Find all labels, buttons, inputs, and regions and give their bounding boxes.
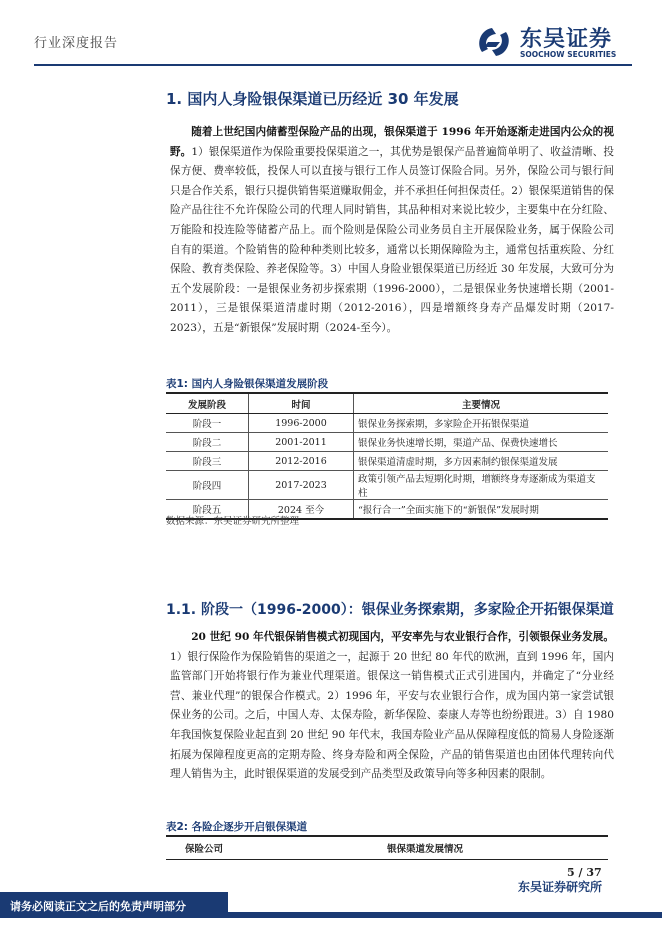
table-cell: “报行合一”全面实施下的“新银保”发展时期 [354, 500, 609, 520]
table-row [166, 471, 608, 500]
table-cell: 阶段一 [166, 414, 249, 433]
footer-divider [228, 912, 662, 918]
brand-logo-en: SOOCHOW SECURITIES [520, 50, 617, 59]
footer-disclaimer: 请务必阅读正文之后的免责声明部分 [10, 900, 186, 913]
header-divider [34, 64, 632, 66]
table-cell: 2017-2023 [249, 471, 354, 500]
table-header-row [166, 393, 608, 414]
table-cell: 2012-2016 [249, 452, 354, 471]
section-1-paragraph [170, 123, 614, 339]
report-type-label: 行业深度报告 [34, 36, 119, 51]
table-row [166, 433, 608, 452]
insurers-table [166, 835, 608, 860]
table-row [166, 414, 608, 433]
table-header-row [166, 836, 608, 860]
table-1-source: 数据来源：东吴证券研究所整理 [166, 516, 300, 527]
table-cell: 2024 至今 [249, 500, 354, 520]
brand-logo-icon [474, 22, 514, 62]
section-1-lead: 随着上世纪国内储蓄型保险产品的出现，银保渠道于 1996 年开始逐渐走进国内公众的视野。 [170, 126, 614, 158]
page-number: 5 / 37 [567, 866, 602, 879]
table-2-caption: 表2: 各险企逐步开启银保渠道 [166, 821, 308, 833]
table-cell: 银保业务探索期，多家险企开拓银保渠道 [354, 414, 609, 433]
table-cell: 银保渠道清虚时期，多方因素制约银保渠道发展 [354, 452, 609, 471]
table-cell: 阶段四 [166, 471, 249, 500]
table-row [166, 452, 608, 471]
table-header-cell: 发展阶段 [166, 393, 249, 414]
table-header-cell: 银保渠道发展情况 [242, 836, 608, 860]
table-cell: 政策引领产品去短期化时期，增额终身寿逐渐成为渠道支柱 [354, 471, 609, 500]
stages-table [166, 392, 608, 520]
table-header-cell: 主要情况 [354, 393, 609, 414]
table-header-cell: 时间 [249, 393, 354, 414]
table-cell: 阶段二 [166, 433, 249, 452]
section-1-1-body: 1）银行保险作为保险销售的渠道之一，起源于 20 世纪 80 年代的欧洲，直到 1996 年，国内监管部门开始将银行作为兼业代理渠道。银保这一销售模式正式引进国内，并确定了“分业经营、兼业代理”的银保合作模式。2）1996 年，平安与农业银行合作，成为国内第一家尝试银保业务的公司。之后，中国人寿、太保寿险，新华保险、泰康人寿等也纷纷跟进。3）自 1980 年我国恢复保险业起直到 20 世纪 90 年代末，我国寿险业产品从保障程度低的简易人身险逐渐拓展为保障程度更高的定期寿险、终身寿险和两全保险，产品的销售渠道也由团体代理转向代理人销售为主，此时银保渠道的发展受到产品类型及政策导向等多种因素的限制。 [170, 650, 614, 781]
section-1-1-paragraph [170, 628, 614, 785]
table-cell: 银保业务快速增长期，渠道产品、保费快速增长 [354, 433, 609, 452]
table-header-cell: 保险公司 [166, 836, 242, 860]
brand-logo [474, 22, 634, 62]
table-cell: 2001-2011 [249, 433, 354, 452]
section-1-body: 1）银保渠道作为保险重要投保渠道之一，其优势是银保产品普遍简单明了、收益清晰、投保方便、费率较低，投保人可以直接与银行工作人员签订保险合同。另外，保险公司与银行间只是合作关系，银行只提供销售渠道赚取佣金，并不承担任何担保责任。2）银保渠道销售的保险产品往往不允许保险公司的代理人同时销售，其品种相对来说比较少，主要集中在分红险、万能险和投连险等储蓄产品上。而个险则是保险公司业务员自主开展保险业务，属于保险公司自有的渠道。个险销售的险种种类则比较多，通常以长期保障险为主，通常包括重疾险、分红保险、教育类保险、养老保险等。3）中国人身险业银保渠道已历经近 30 年发展，大致可分为五个发展阶段：一是银保业务初步探索期（1996-2000），二是银保业务快速增长期（2001-2011），三是银保渠道清虚时期（2012-2016），四是增额终身寿产品爆发时期（2017-2023），五是“新银保”发展时期（2024-至今）。 [170, 145, 615, 334]
table-cell: 阶段三 [166, 452, 249, 471]
footer-org: 东吴证券研究所 [518, 880, 603, 894]
table-1-caption: 表1: 国内人身险银保渠道发展阶段 [166, 378, 329, 390]
section-1-heading: 1. 国内人身险银保渠道已历经近 30 年发展 [166, 90, 459, 108]
section-1-1-lead: 20 世纪 90 年代银保销售模式初现国内，平安率先与农业银行合作，引领银保业务发展。 [191, 631, 614, 643]
section-1-1-heading: 1.1. 阶段一（1996-2000）：银保业务探索期，多家险企开拓银保渠道 [166, 602, 614, 618]
table-cell: 阶段五 [166, 500, 249, 520]
table-cell: 1996-2000 [249, 414, 354, 433]
brand-logo-cn: 东吴证券 [520, 27, 613, 52]
